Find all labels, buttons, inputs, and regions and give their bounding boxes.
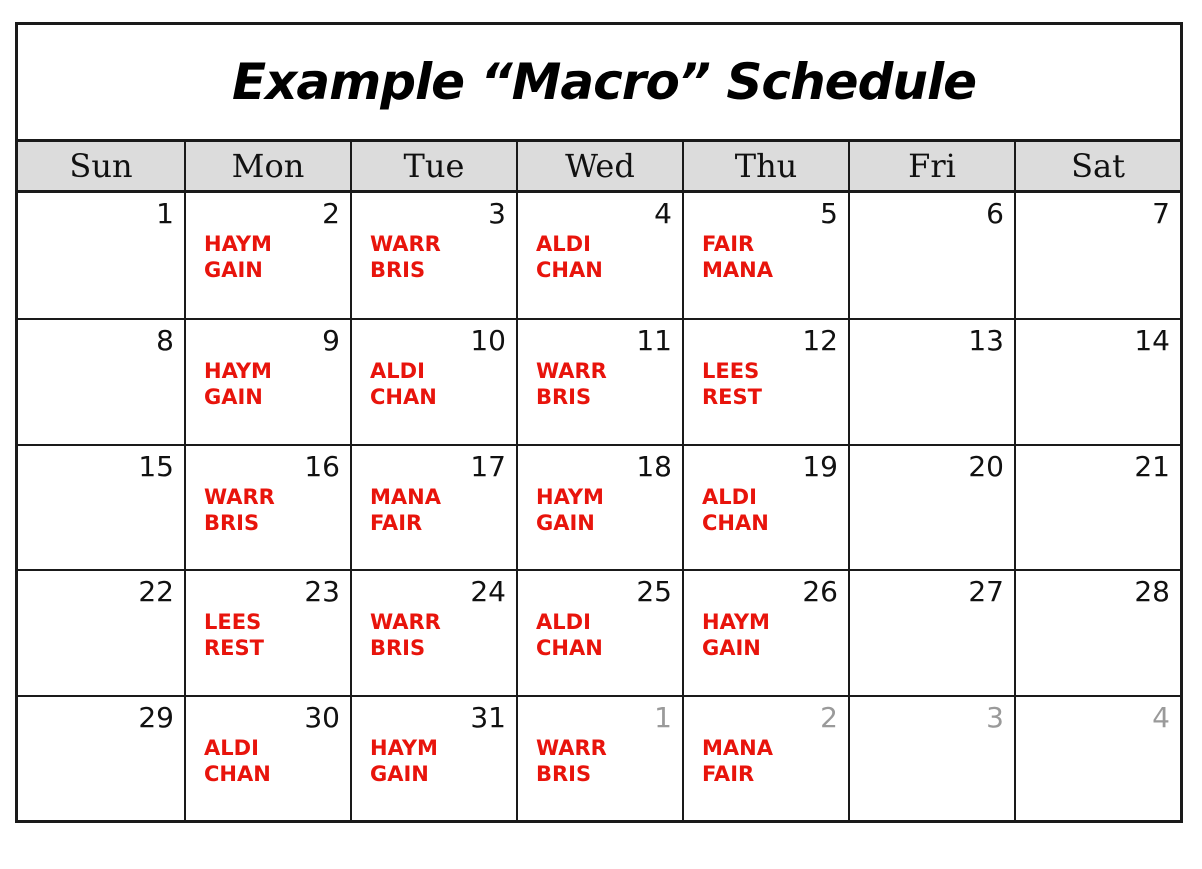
- event-line: BRIS: [536, 761, 592, 786]
- event-line: ALDI: [702, 484, 757, 509]
- day-cell[interactable]: [1014, 318, 1180, 443]
- event-line: LEES: [702, 359, 760, 384]
- day-cell[interactable]: [184, 444, 350, 569]
- day-cell[interactable]: [184, 193, 350, 318]
- day-number: 9: [322, 324, 340, 358]
- event-line: CHAN: [702, 510, 769, 535]
- day-cell[interactable]: [682, 318, 848, 443]
- event-label: [536, 231, 603, 283]
- event-line: HAYM: [204, 359, 272, 384]
- day-number: 29: [138, 700, 174, 734]
- event-line: FAIR: [370, 510, 423, 535]
- event-line: ALDI: [370, 359, 425, 384]
- day-number: 11: [636, 324, 672, 358]
- event-label: [370, 358, 437, 410]
- weekday-header-thu: Thu: [682, 142, 848, 190]
- event-line: ALDI: [536, 610, 591, 635]
- day-cell[interactable]: [1014, 569, 1180, 694]
- day-number: 6: [986, 197, 1004, 230]
- day-number: 27: [968, 575, 1004, 609]
- day-cell[interactable]: [848, 444, 1014, 569]
- day-number: 4: [654, 197, 672, 230]
- event-label: [536, 358, 607, 410]
- calendar-grid: [18, 193, 1180, 820]
- weekday-header-tue: Tue: [350, 142, 516, 190]
- weekday-header-mon: Mon: [184, 142, 350, 190]
- event-line: LEES: [204, 610, 262, 635]
- day-cell[interactable]: [516, 569, 682, 694]
- day-cell[interactable]: [682, 444, 848, 569]
- weekday-header-sun: Sun: [69, 147, 133, 185]
- day-cell[interactable]: [184, 569, 350, 694]
- event-line: CHAN: [370, 385, 437, 410]
- day-number: 28: [1134, 575, 1170, 609]
- event-line: WARR: [370, 232, 441, 256]
- event-line: FAIR: [702, 232, 755, 256]
- weekday-header-fri: Fri: [848, 142, 1014, 190]
- event-line: GAIN: [536, 510, 595, 535]
- weekday-header-wed: Wed: [516, 142, 682, 190]
- day-number: 1: [156, 197, 174, 230]
- day-number: 23: [304, 575, 340, 609]
- day-cell[interactable]: [848, 318, 1014, 443]
- event-line: ALDI: [204, 735, 259, 760]
- event-label: [536, 484, 604, 536]
- event-line: MANA: [370, 484, 441, 509]
- event-line: MANA: [702, 735, 773, 760]
- day-number: 3: [488, 197, 506, 230]
- day-cell[interactable]: [350, 444, 516, 569]
- day-number: 15: [138, 449, 174, 483]
- day-cell[interactable]: [350, 569, 516, 694]
- day-cell[interactable]: [1014, 444, 1180, 569]
- day-number: 2: [322, 197, 340, 230]
- day-number: 22: [138, 575, 174, 609]
- day-number: 10: [470, 324, 506, 358]
- event-label: [370, 231, 441, 283]
- event-label: [536, 609, 603, 661]
- event-label: [370, 609, 441, 661]
- day-cell[interactable]: [848, 569, 1014, 694]
- event-line: HAYM: [702, 610, 770, 635]
- day-cell[interactable]: [1014, 695, 1180, 820]
- event-line: HAYM: [370, 735, 438, 760]
- event-label: [204, 358, 272, 410]
- day-number: 25: [636, 575, 672, 609]
- event-line: CHAN: [536, 258, 603, 282]
- event-label: [702, 735, 773, 787]
- day-cell[interactable]: [516, 193, 682, 318]
- day-cell[interactable]: [18, 318, 184, 443]
- day-number: 5: [820, 197, 838, 230]
- event-label: [204, 609, 264, 661]
- event-line: REST: [702, 385, 762, 410]
- event-label: [702, 484, 769, 536]
- day-number: 12: [802, 324, 838, 358]
- day-number: 13: [968, 324, 1004, 358]
- event-label: [204, 484, 275, 536]
- day-cell[interactable]: [682, 569, 848, 694]
- day-cell[interactable]: [350, 193, 516, 318]
- day-cell[interactable]: [848, 695, 1014, 820]
- event-label: [370, 735, 438, 787]
- day-number: 2: [820, 700, 838, 734]
- event-line: CHAN: [204, 761, 271, 786]
- day-cell[interactable]: [516, 318, 682, 443]
- event-line: MANA: [702, 258, 773, 282]
- weekday-header-sat: Sat: [1014, 142, 1180, 190]
- event-line: WARR: [536, 735, 607, 760]
- event-label: [536, 735, 607, 787]
- day-number: 8: [156, 324, 174, 358]
- event-line: ALDI: [536, 232, 591, 256]
- day-cell[interactable]: [516, 695, 682, 820]
- day-cell[interactable]: [18, 569, 184, 694]
- day-number: 18: [636, 449, 672, 483]
- event-label: [702, 609, 770, 661]
- day-cell[interactable]: [350, 695, 516, 820]
- event-line: GAIN: [702, 636, 761, 661]
- calendar: [15, 22, 1183, 823]
- event-line: CHAN: [536, 636, 603, 661]
- event-label: [702, 358, 762, 410]
- day-cell[interactable]: [184, 695, 350, 820]
- day-number: 3: [986, 700, 1004, 734]
- event-line: REST: [204, 636, 264, 661]
- weekday-header-row: [18, 142, 1180, 193]
- day-number: 24: [470, 575, 506, 609]
- day-number: 16: [304, 449, 340, 483]
- day-cell[interactable]: [18, 444, 184, 569]
- day-cell[interactable]: [682, 193, 848, 318]
- day-number: 20: [968, 449, 1004, 483]
- event-label: [204, 231, 272, 283]
- day-number: 17: [470, 449, 506, 483]
- event-line: BRIS: [370, 258, 426, 282]
- day-cell[interactable]: [184, 318, 350, 443]
- event-line: WARR: [370, 610, 441, 635]
- event-label: [370, 484, 441, 536]
- event-line: GAIN: [204, 258, 263, 282]
- day-number: 14: [1134, 324, 1170, 358]
- day-number: 21: [1134, 449, 1170, 483]
- day-cell[interactable]: [848, 193, 1014, 318]
- calendar-title: Example “Macro” Schedule: [231, 53, 977, 111]
- day-cell[interactable]: [1014, 193, 1180, 318]
- day-number: 7: [1152, 197, 1170, 230]
- event-line: HAYM: [204, 232, 272, 256]
- title-bar: [18, 25, 1180, 142]
- event-line: HAYM: [536, 484, 604, 509]
- day-cell[interactable]: [18, 695, 184, 820]
- event-label: [702, 231, 773, 283]
- day-cell[interactable]: [516, 444, 682, 569]
- day-cell[interactable]: [682, 695, 848, 820]
- event-line: GAIN: [370, 761, 429, 786]
- day-cell[interactable]: [18, 193, 184, 318]
- day-number: 4: [1152, 700, 1170, 734]
- event-line: BRIS: [204, 510, 260, 535]
- event-label: [204, 735, 271, 787]
- event-line: FAIR: [702, 761, 755, 786]
- day-number: 1: [654, 700, 672, 734]
- event-line: WARR: [204, 484, 275, 509]
- day-number: 26: [802, 575, 838, 609]
- day-cell[interactable]: [350, 318, 516, 443]
- day-number: 30: [304, 700, 340, 734]
- event-line: BRIS: [370, 636, 426, 661]
- event-line: WARR: [536, 359, 607, 384]
- day-number: 19: [802, 449, 838, 483]
- event-line: GAIN: [204, 385, 263, 410]
- day-number: 31: [470, 700, 506, 734]
- event-line: BRIS: [536, 385, 592, 410]
